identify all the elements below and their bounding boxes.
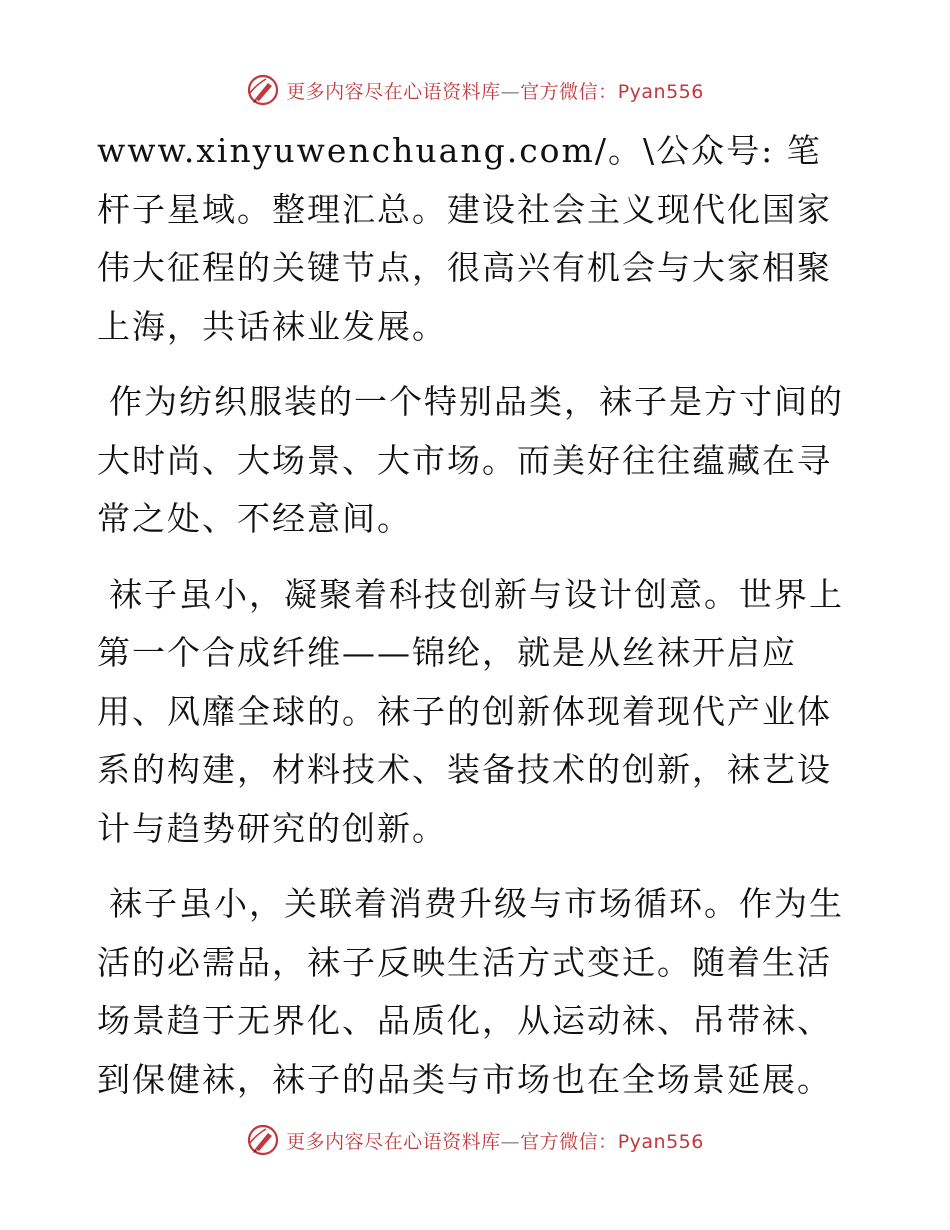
header-banner-wechat-label: 官方微信： [520,80,618,103]
paragraph-2-text: 作为纺织服装的一个特别品类，袜子是方寸间的大时尚、大场景、大市场。而美好往往蕴藏在寻常之处、不经意间。 [97,382,844,538]
paragraph-1-text: www.xinyuwenchuang.com/。\公众号: 笔杆子星域。整理汇总。建设社会主义现代化国家伟大征程的关键节点，很高兴有机会与大家相聚上海，共话袜业发展。 [97,131,832,346]
footer-banner-wechat-id: Pyan556 [617,1130,704,1153]
footer-banner-main: 更多内容尽在心语资料库 [286,1130,501,1153]
footer-banner-text [286,1127,704,1154]
paragraph-4-text: 袜子虽小，关联着消费升级与市场循环。作为生活的必需品，袜子反映生活方式变迁。随着生活场景趋于无界化、品质化，从运动袜、吊带袜、到保健袜，袜子的品类与市场也在全场景延展。 [97,884,844,1099]
footer-banner-dash: — [500,1130,521,1153]
pen-logo-icon [246,73,280,107]
header-banner-wechat-id: Pyan556 [617,80,704,103]
paragraph-2 [97,373,852,549]
header-banner-text [286,77,704,104]
paragraph-4 [97,875,852,1109]
paragraph-1 [97,122,852,356]
pen-logo-icon [246,1123,280,1157]
footer-banner [0,1120,950,1160]
header-banner [0,70,950,110]
document-body [97,122,852,1126]
footer-banner-wechat-label: 官方微信： [520,1130,618,1153]
header-banner-dash: — [500,80,521,103]
paragraph-3-text: 袜子虽小，凝聚着科技创新与设计创意。世界上第一个合成纤维——锦纶，就是从丝袜开启应用、风靡全球的。袜子的创新体现着现代产业体系的构建，材料技术、装备技术的创新，袜艺设计与趋势研究的创新。 [97,574,844,848]
header-banner-main: 更多内容尽在心语资料库 [286,80,501,103]
paragraph-3 [97,566,852,859]
